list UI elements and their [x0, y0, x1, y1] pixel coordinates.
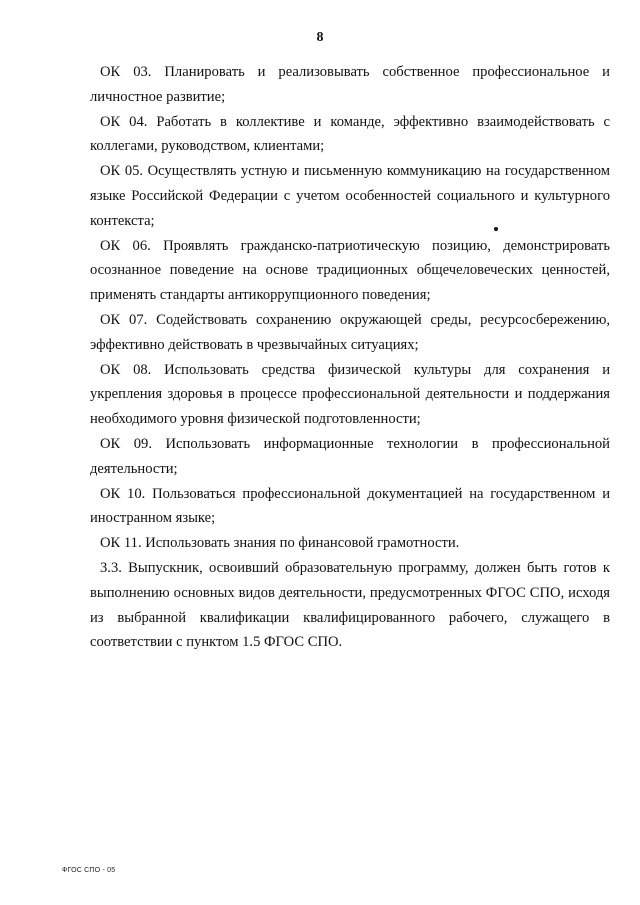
- paragraph-ok-06: ОК 06. Проявлять гражданско-патриотическую позицию, демонстрировать осознанное поведение на основе традиционных общечеловеческих ценностей, применять стандарты антикоррупционного поведения;: [90, 237, 610, 304]
- paragraph-ok-05: ОК 05. Осуществлять устную и письменную коммуникацию на государственном языке Российской Федерации с учетом особенностей социального и культурного контекста;: [90, 163, 610, 229]
- page-number: 8: [316, 30, 324, 45]
- paragraph-ok-07: ОК 07. Содействовать сохранению окружающей среды, ресурсосбережению, эффективно действовать в чрезвычайных ситуациях;: [90, 311, 610, 353]
- footer-code: ФГОС СПО - 05: [62, 867, 116, 874]
- paragraph-ok-08: ОК 08. Использовать средства физической культуры для сохранения и укрепления здоровья в процессе профессиональной деятельности и поддержания необходимого уровня физической подготовленности;: [90, 361, 610, 428]
- paragraph-ok-11: ОК 11. Использовать знания по финансовой грамотности.: [100, 535, 460, 552]
- paragraph-ok-10: ОК 10. Пользоваться профессиональной документацией на государственном и иностранном языке;: [90, 485, 610, 527]
- paragraph-ok-04: ОК 04. Работать в коллективе и команде, эффективно взаимодействовать с коллегами, руководством, клиентами;: [90, 113, 610, 155]
- paragraph-ok-03: ОК 03. Планировать и реализовывать собственное профессиональное и личностное развитие;: [90, 64, 610, 105]
- paragraph-3-3: 3.3. Выпускник, освоивший образовательную программу, должен быть готов к выполнению основных видов деятельности, предусмотренных ФГОС СПО, исходя из выбранной квалификации квалифицированного рабочего, служащего в соответствии с пунктом 1.5 ФГОС СПО.: [90, 559, 610, 651]
- document-body: [90, 60, 610, 655]
- ink-dot: [494, 227, 498, 231]
- paragraph-ok-09: ОК 09. Использовать информационные технологии в профессиональной деятельности;: [90, 435, 610, 477]
